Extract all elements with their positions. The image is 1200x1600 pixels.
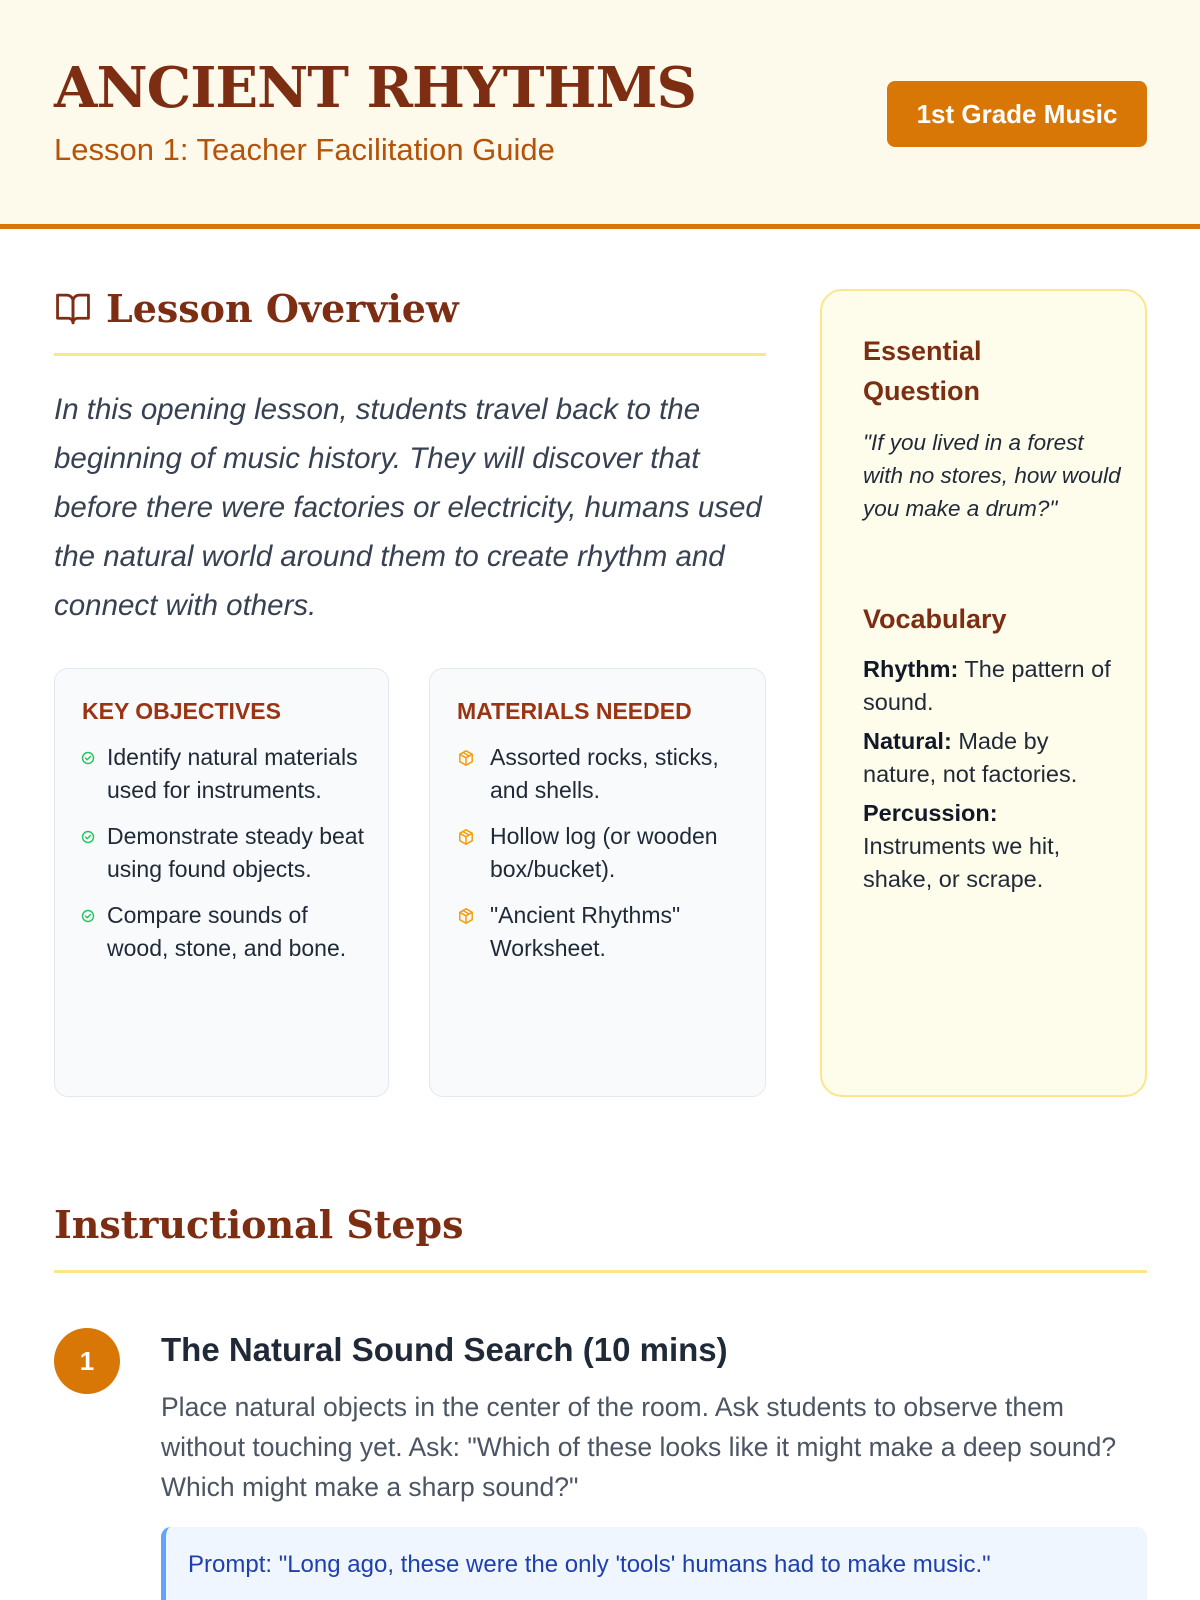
material-text: Hollow log (or wooden box/bucket).: [490, 823, 718, 882]
vocab-definition: Instruments we hit, shake, or scrape.: [863, 833, 1061, 892]
page-title: ANCIENT RHYTHMS: [54, 55, 696, 121]
key-objectives-list: [81, 741, 374, 978]
essential-question-title: Essential Question: [863, 336, 982, 406]
vocab-term: Natural:: [863, 728, 952, 754]
vocabulary-list: [863, 653, 1123, 902]
materials-needed-title: MATERIALS NEEDED: [457, 698, 692, 724]
material-item: [457, 820, 751, 886]
vocab-term: Percussion:: [863, 800, 998, 826]
overview-paragraph: In this opening lesson, students travel back to the beginning of music history. They will discover that before there were factories or electricity, humans used the natural world around them to create rhythm and connect with others.: [54, 393, 762, 622]
page-subtitle: Lesson 1: Teacher Facilitation Guide: [54, 132, 555, 167]
instructional-steps-heading-text: Instructional Steps: [54, 1202, 464, 1247]
teacher-prompt-callout: Prompt: "Long ago, these were the only 'tools' humans had to make music.": [161, 1527, 1147, 1600]
material-text: Assorted rocks, sticks, and shells.: [490, 744, 719, 803]
instructional-steps-heading: [54, 1202, 464, 1247]
box-icon: [457, 907, 475, 925]
overview-divider: [54, 353, 766, 356]
objective-item: [81, 899, 374, 965]
key-objectives-title: KEY OBJECTIVES: [82, 698, 281, 724]
vocab-item: [863, 653, 1123, 719]
material-text: "Ancient Rhythms" Worksheet.: [490, 902, 681, 961]
check-circle-icon: [81, 909, 95, 923]
box-icon: [457, 828, 475, 846]
objective-item: [81, 820, 374, 886]
grade-badge: 1st Grade Music: [887, 81, 1147, 147]
vocab-term: Rhythm:: [863, 656, 959, 682]
objective-text: Identify natural materials used for instruments.: [107, 744, 358, 803]
materials-list: [457, 741, 751, 978]
objective-text: Demonstrate steady beat using found objects.: [107, 823, 364, 882]
box-icon: [457, 749, 475, 767]
material-item: [457, 741, 751, 807]
materials-needed-card: [429, 668, 766, 1097]
lesson-overview-heading: [54, 286, 459, 331]
vocab-item: [863, 725, 1123, 791]
material-item: [457, 899, 751, 965]
objective-item: [81, 741, 374, 807]
lesson-overview-heading-text: Lesson Overview: [106, 286, 459, 331]
vocabulary-title: Vocabulary: [863, 604, 1007, 634]
step-number-badge: 1: [54, 1328, 120, 1394]
open-book-icon: [54, 292, 92, 326]
step-title: The Natural Sound Search (10 mins): [161, 1331, 728, 1368]
vocab-definition: The pattern of sound.: [863, 656, 1111, 715]
check-circle-icon: [81, 751, 95, 765]
page-header: [0, 0, 1200, 229]
vocab-item: [863, 797, 1123, 896]
check-circle-icon: [81, 830, 95, 844]
sidebar-panel: [820, 289, 1147, 1097]
key-objectives-card: [54, 668, 389, 1097]
vocab-definition: Made by nature, not factories.: [863, 728, 1078, 787]
essential-question-text: "If you lived in a forest with no stores, how would you make a drum?": [863, 430, 1121, 521]
objective-text: Compare sounds of wood, stone, and bone.: [107, 902, 347, 961]
steps-divider: [54, 1270, 1147, 1273]
step-description: Place natural objects in the center of the room. Ask students to observe them without touching yet. Ask: "Which of these looks like it might make a deep sound? Which might make a sharp sound?": [161, 1392, 1117, 1502]
